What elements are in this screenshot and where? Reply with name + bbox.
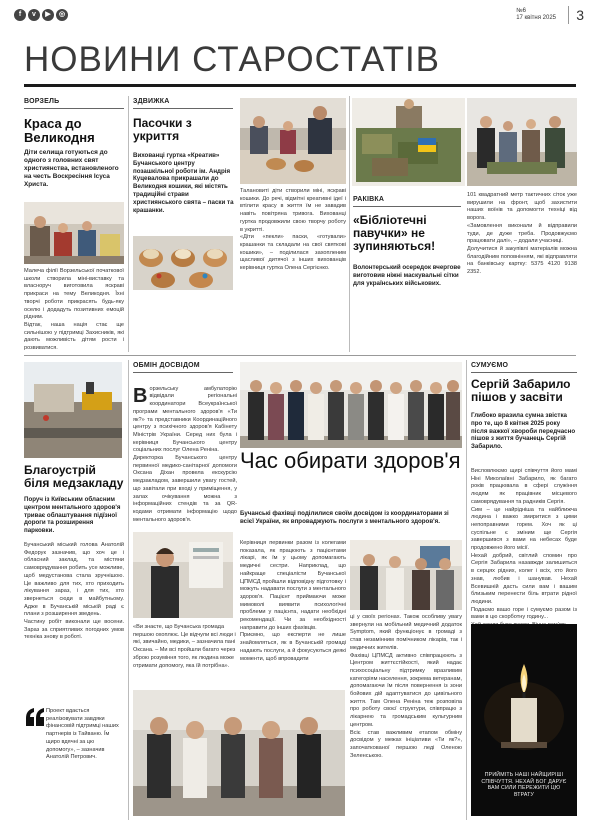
section-rule [133, 372, 233, 373]
article-body: ці у своїх регіонах. Також особливу увагу звернули на мобільний медичний додаток Symptom, який функціонує в громаді з став незамінним помічником лікарів, так і медичних жителів. Фахівці ЦПМСД активно співпрацюють з Центром життєстійкості, який надає психосоціальну підтримку вразливим категоріям населення, зокрема ветеранам, допомагаючи їм після повернення із зони бойових дій адаптуватися до цивільного життя. Там Олена Реніна теж розповіла про роботу своєї структури, співпрацю з лікарнею та громадським культурним центром. Всіє став важливим етапом обміну досвідом у межах ініціативи «Ти як?», започаткованої першою леді Оленою Зеленською. [350, 614, 462, 759]
section-rule [133, 108, 233, 109]
article-body-text: орзельську амбулаторію відвідали регіональні координатори Всеукраїнської програми ментального здоров'я «Ти як?» та представники Координаційного центру з психічного здоров'я Кабінету Міністрів України. Серед них була і керівниця Бучанського центру соціальних послуг Олена Реніна. Директорка Бучанського центру первинної медико-санітарної допомоги Оксана Діхан провела екскурсію медзакладом, завершили увагу гостей, що завітали при вході у приміщення, у залах очікування можна з інформаційних стендів та за QR-кодами отримати інформацію щодо ментального здоров'я. [133, 385, 237, 523]
page-header [14, 6, 586, 26]
article-title: Краса до Великодня [24, 116, 95, 146]
instagram-icon[interactable]: ◎ [56, 9, 68, 21]
kids-easter-photo [24, 202, 124, 264]
article-body: Керівниця первинки разом із колегами показала, як працюють з пацієнтами лікарі, як їм у цьому допомагають медичні сестри. Наприклад, що найкраще спеціалісти Бучанської ЦПМСД пройшли відповідну підготовку і можуть надавати послуги з ментального здоров'я. Пацієнт приймаючи може мимоволі виявити психологічні проблеми у пацієнта, надати необхідні рекомендації. Чи за необхідності направити до інших фахівців. Приємно, що експерти не лише знайомляться, як в Бучанській громаді надають послуги, а й фокусуються деякі моменти, щоб впровадити [240, 540, 346, 662]
article-title: «Бібліотечні павучки» не зупиняються! [353, 213, 436, 254]
meeting-photo [133, 690, 345, 816]
page-number: 3 [568, 6, 584, 24]
masthead-rule [24, 84, 576, 87]
pull-quote: «Ви знаєте, що Бучанська громада першою охоплює. Це відчули всі люди і які, звичайно, медики, – зазначила пані Оксана. – Ми всі пройшли багато через зброю розуміння того, як людина може отримати допомогу, яка їй потрібна». [133, 624, 236, 669]
quote-text: Проект вдається реалізовувати завдяки фінансовій підтримці наших партнерів із Тайваню. Їм щиро вдячні за цю допомогу», – зазначив Анатолій Петрович. [46, 708, 119, 761]
row-divider [24, 355, 576, 356]
group-photo [240, 362, 462, 448]
facebook-icon[interactable]: f [14, 9, 26, 21]
viber-icon[interactable]: v [28, 9, 40, 21]
camouflage-nets-photo [352, 98, 465, 186]
section-rule [471, 372, 577, 373]
clinic-visit-photo [350, 540, 462, 610]
article-lead: Бучанські фахівці поділилися своїм досвідом із координаторами зі всієї України, як впроваджують послуги з ментального здоров'я. [240, 510, 449, 525]
easter-baskets-photo [133, 236, 233, 290]
pull-quote [24, 708, 124, 760]
article-lead: Поруч із Київським обласним центром ментального здоров'я триває облаштування підїзної дороги та розширення парковки. [24, 496, 121, 535]
section-label: РАКІВКА [353, 196, 385, 203]
section-rule [24, 108, 124, 109]
column-divider [466, 360, 467, 820]
issue-date: 17 квітня 2025 [516, 15, 556, 21]
article-body [133, 378, 237, 530]
section-label: ВОРЗЕЛЬ [24, 98, 60, 105]
issue-number: №6 [516, 8, 526, 14]
article-lead: Волонтерський осередок вчергове виготовив ніжні маскувальні сітки для українських військових. [353, 264, 461, 287]
article-body: Малеча філії Ворзельської початкової школи створила міні-виставку та власноруч виготовила яскраві прикраси на тему Великодня. Їхні творчі роботи прикрасять будь-яку оселю і додадуть позитивних емоцій рідним. Відтак, наша нація стає ще сильнішою у підтримці Захисників, які дають можливість дітям рости і розвиватися. [24, 268, 124, 352]
article-title: Сергій Забарило пішов у засвіти [471, 377, 571, 405]
article-title: Пасочки з укриття [133, 116, 192, 144]
article-body: 101 квадратний метр тактичних сіток уже вирушили на фронт, щоб захистити наших воїнів та допомогти техніці від ворога. «Замовлення виконали й відправили туди, де дуже треба. Продовжуємо працювати далі», – додали учасниці. Долучитися й закупівлі матеріалів можна благодійним поповнінням, які відправляти на банківську картку: 5375 4120 9138 2352. [467, 192, 577, 276]
article-lead: Глибоко вразила сумна звістка про те, що 8 квітня 2025 року після важкої хвороби передчасно пішов з життя бучанець Сергій Забарило. [471, 412, 576, 451]
column-divider [349, 96, 350, 352]
article-body: Талановиті діти створили міні, яскраві кошики. До речі, відмітні креативні ідеї і втілити красу в життя їм не завадив навіть повітряна тривога. Вихованці гуртка продовжили свою творчу роботу в укритті. «Діти «пекли» паски, «готували» крашанки та складали на свої святкові кошики», – поділилася захопленим щасливої дитячої з інших вихованців керівниця гуртка Олена Сергієнко. [240, 188, 346, 272]
speaker-photo [133, 532, 233, 618]
section-label: ЗДВИЖКА [133, 98, 170, 105]
drop-cap: В [133, 384, 148, 407]
masthead: НОВИНИ СТАРОСТАТІВ [24, 40, 441, 79]
article-title: Благоустрій біля медзакладу [24, 463, 124, 491]
candle-caption: ПРИЙМІТЬ НАШІ НАЙЩИРІШІ СПІВЧУТТЯ. НЕХАЙ БОГ ДАРУЄ ВАМ СИЛИ ПЕРЕЖИТИ ЦЮ ВТРАТУ [481, 772, 567, 798]
youtube-icon[interactable]: ▶ [42, 9, 54, 21]
road-construction-photo [24, 362, 122, 458]
section-label: СУМУЄМО [471, 362, 509, 369]
article-body: Висловлюємо щирі співчуття його мамі Ніні Миколаївні Забарило, як багато років працювала в сфері служіння людям як працівник місцевого самоврядування та радників Сергія. Сим – це найрідніша та найближча людина і важко змиритися з цими непоправними горем. Хоч як ці суспільне є зміним ще Сергія завершився з вами на небесах буде продовжено його місії. Нехай добрий, світлий спомин про Сергія Забарила назавжди залишиться в серцях рідних, колег і всіх, хто його знав, любив і шанував. Нехай Всевишній дасть сили вам і вашим близьким перенести біль втрати рідної людини. Подаємо вашо горе і сумуємо разом із вами в цю скорботну годину... [471, 468, 577, 621]
issue-info [516, 8, 556, 22]
section-label: ОБМІН ДОСВІДОМ [133, 362, 200, 369]
article-lead: Вихованці гуртка «Креатив» Бучанського центру позашкільної роботи ім. Андрія Куцевалова прикрашали до Великодня кошики, які містять традиційні страви християнського свята – паски та крашанки. [133, 152, 234, 214]
column-divider [128, 360, 129, 820]
article-title: Час обирати здоров'я [240, 448, 461, 473]
article-lead: Діти селища готуються до одного з головних свят християнства, встановленого на честь Воскресіння Ісуса Христа. [24, 149, 119, 188]
section-rule [353, 206, 461, 207]
memorial-candle-image [471, 624, 577, 816]
article-body: Бучанський міський голова Анатолій Федорук зазначив, що хоч це і обласний заклад, та містяни самоврядування робить усе можливе, щоб медустанова стала зручнішою. Це важливо для тих, хто приходить лікування зараз, і для тих, хто звернеться сюди в майбутньому. Адже в Бучанській міській раді є плани з розширення зведень. Частину робіт виконали ще восени. Зараз за сприятливих погодних умов техніка знову в роботі. [24, 542, 124, 641]
quote-mark-icon [24, 708, 44, 726]
volunteers-photo [467, 98, 577, 186]
column-divider [128, 96, 129, 352]
kids-shelter-photo [240, 98, 346, 184]
